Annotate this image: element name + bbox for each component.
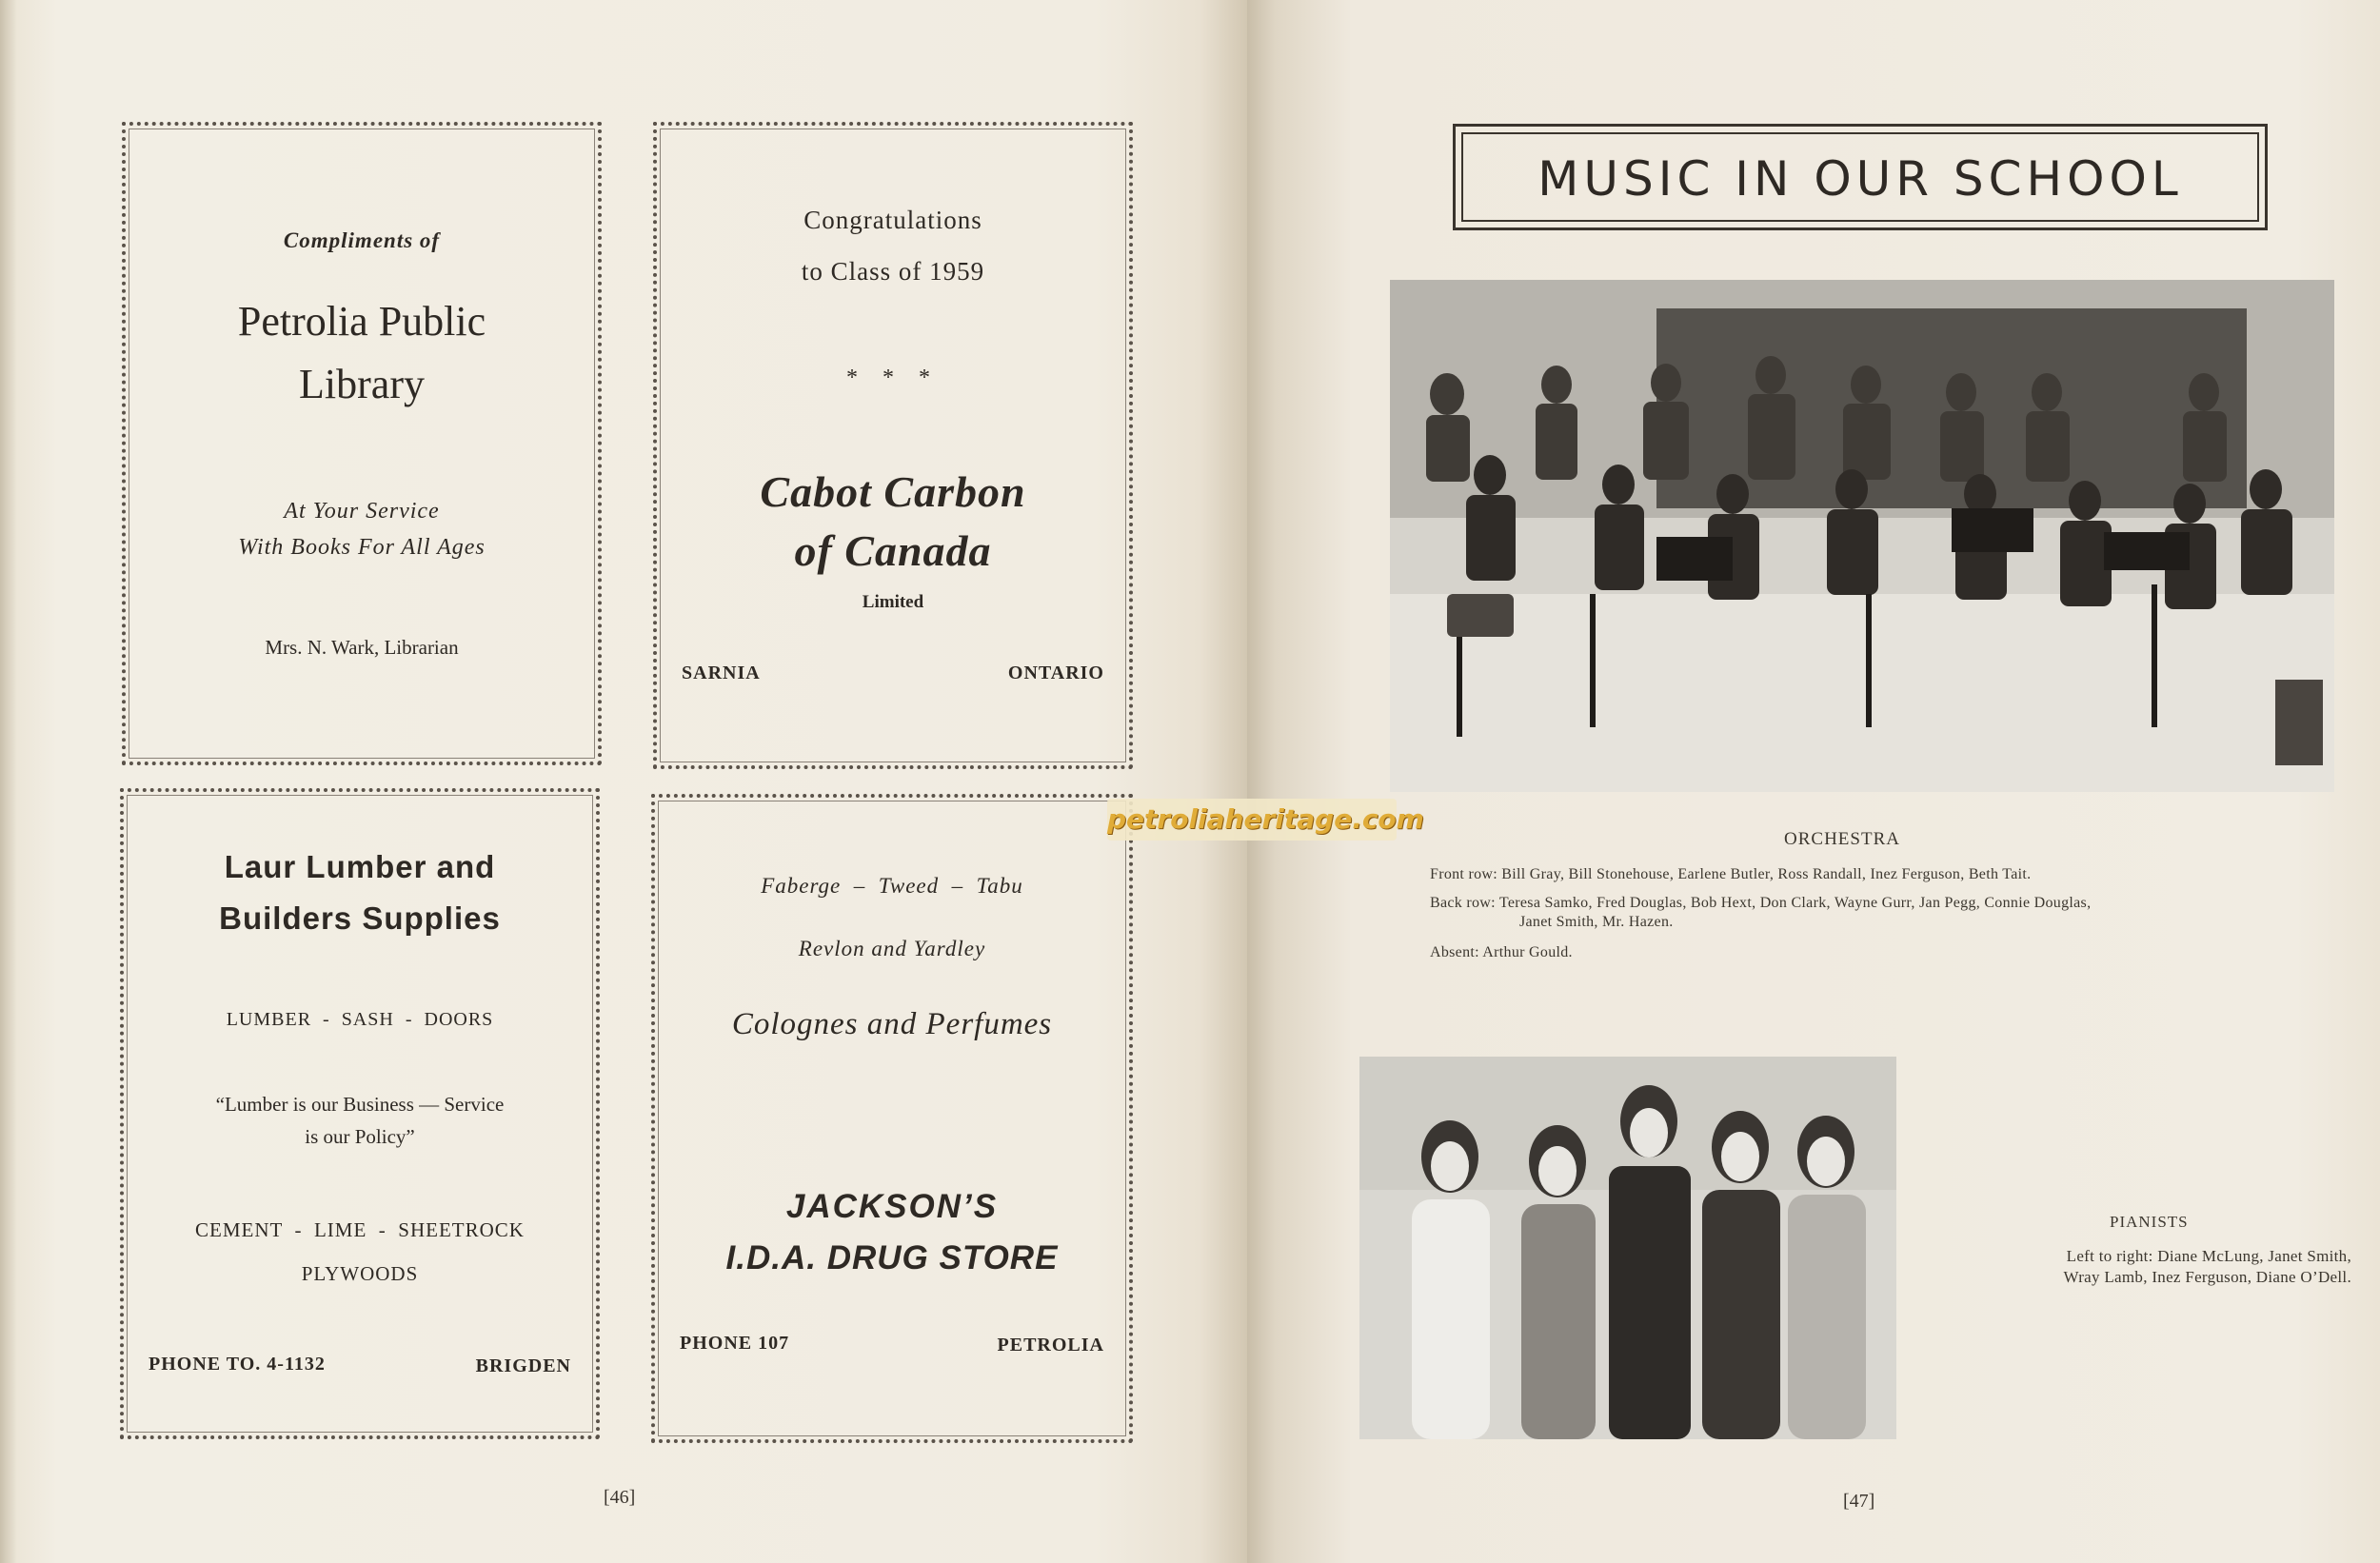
ad2-name-line1: Cabot Carbon (760, 467, 1026, 516)
ad1-name-line2: Library (299, 361, 425, 407)
orchestra-absent: Absent: Arthur Gould. (1430, 944, 1573, 960)
page-number-left: [46] (604, 1487, 636, 1508)
ad-cabot-carbon (653, 122, 1133, 769)
ad1-tagline2: With Books For All Ages (238, 535, 486, 560)
ad2-province: ONTARIO (1007, 663, 1104, 683)
ad-jacksons-drug-store (651, 794, 1133, 1443)
ad1-name-line1: Petrolia Public (237, 298, 486, 345)
ad3-quote2: is our Policy” (305, 1125, 415, 1148)
orchestra-back-row-2: Janet Smith, Mr. Hazen. (1519, 914, 1674, 930)
pianists-line1: Left to right: Diane McLung, Janet Smith, (2066, 1247, 2351, 1265)
page-number-right: [47] (1843, 1491, 1875, 1512)
watermark: petroliaheritage.com (1107, 799, 1397, 841)
orchestra-back-row-1: Back row: Teresa Samko, Fred Douglas, Bob Hext, Don Clark, Wayne Gurr, Jan Pegg, Connie Douglas, (1430, 895, 2092, 911)
page-title: MUSIC IN OUR SCHOOL (1537, 151, 2183, 207)
orchestra-heading: ORCHESTRA (1784, 829, 1900, 849)
ad2-congrats1: Congratulations (803, 206, 982, 234)
ad4-name-line1: JACKSON’S (785, 1188, 999, 1225)
ad3-name-line2: Builders Supplies (219, 900, 501, 936)
ad1-librarian: Mrs. N. Wark, Librarian (265, 636, 459, 659)
ad1-tagline1: At Your Service (284, 499, 440, 524)
ad3-products1: LUMBER - SASH - DOORS (226, 1009, 494, 1030)
ad2-name-line2: of Canada (794, 526, 992, 575)
ad2-congrats2: to Class of 1959 (801, 257, 985, 286)
ad3-town: BRIGDEN (475, 1355, 571, 1376)
orchestra-front-row: Front row: Bill Gray, Bill Stonehouse, Earlene Butler, Ross Randall, Inez Ferguson, Beth Tait. (1430, 866, 2032, 882)
ad2-limited: Limited (862, 592, 924, 612)
ad3-phone: PHONE TO. 4-1132 (149, 1354, 326, 1375)
pianists-photo (1359, 1057, 1896, 1439)
ad1-compliments: Compliments of (283, 228, 441, 252)
ad2-stars: * * * (846, 366, 940, 390)
ad4-brands2: Revlon and Yardley (798, 937, 986, 960)
ad3-quote1: “Lumber is our Business — Service (215, 1093, 505, 1116)
ad3-name-line1: Laur Lumber and (224, 849, 496, 884)
ad-petrolia-public-library (122, 122, 602, 765)
ad4-brands1: Faberge – Tweed – Tabu (761, 874, 1023, 898)
ad-laur-lumber (120, 788, 600, 1439)
pianists-photo-image (1359, 1057, 1896, 1439)
orchestra-photo (1390, 280, 2334, 792)
ad4-colognes: Colognes and Perfumes (731, 1007, 1053, 1041)
orchestra-photo-image (1390, 280, 2334, 792)
ad4-phone: PHONE 107 (680, 1333, 790, 1354)
ad4-town: PETROLIA (997, 1335, 1104, 1355)
pianists-line2: Wray Lamb, Inez Ferguson, Diane O’Dell. (2063, 1268, 2351, 1286)
ad2-city: SARNIA (682, 663, 761, 683)
pianists-heading: PIANISTS (2110, 1213, 2189, 1231)
ad3-products2: CEMENT - LIME - SHEETROCK (195, 1218, 525, 1241)
ad4-name-line2: I.D.A. DRUG STORE (725, 1239, 1059, 1276)
ad3-products3: PLYWOODS (301, 1262, 419, 1285)
title-box (1453, 124, 2268, 230)
